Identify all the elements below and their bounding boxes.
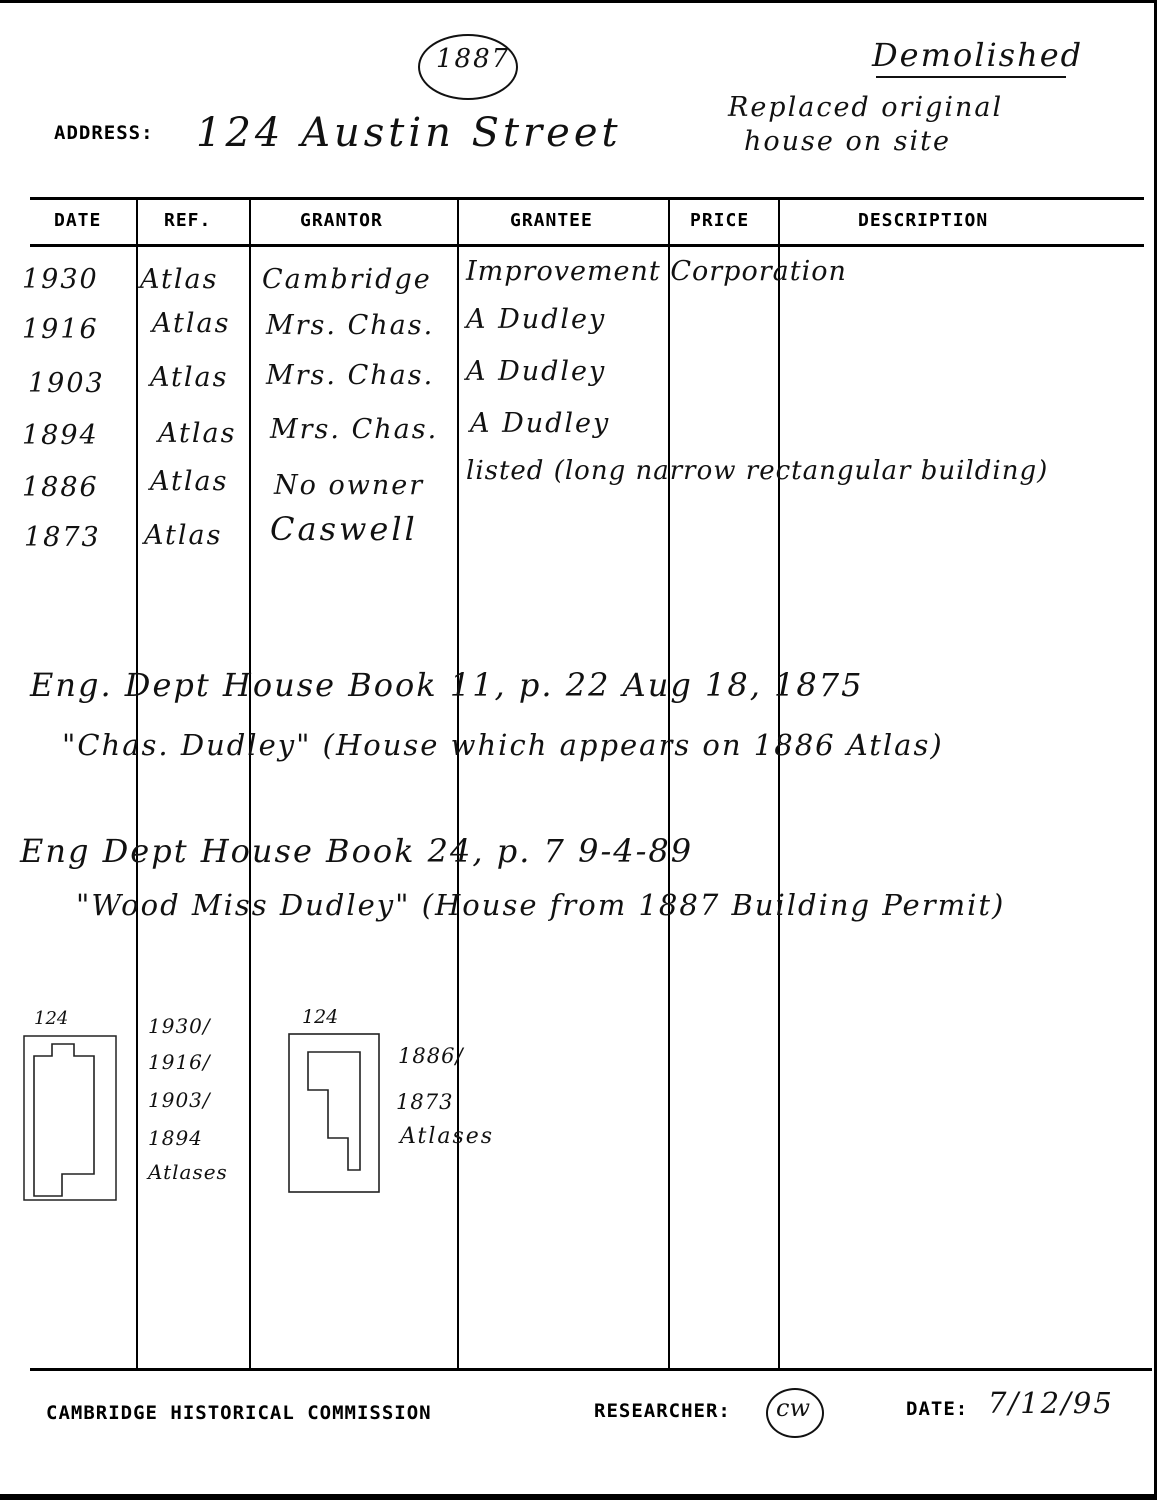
header-bottom-rule — [30, 244, 1144, 247]
sketch-left-number: 124 — [34, 1008, 69, 1029]
footer-date-value: 7/12/95 — [988, 1386, 1114, 1420]
replaced-note-line-2: house on site — [744, 126, 951, 157]
row-4-date: 1894 — [22, 420, 99, 451]
address-value: 124 Austin Street — [196, 110, 622, 156]
column-header-description: DESCRIPTION — [858, 210, 989, 231]
row-5-grantee: listed (long narrow rectangular building) — [466, 456, 1049, 486]
sketch-left-caption-2: 1916/ — [148, 1050, 211, 1074]
column-divider-4 — [668, 197, 670, 1371]
sketch-right-caption-3: Atlases — [400, 1124, 495, 1149]
status-underline — [876, 76, 1066, 78]
column-header-grantee: GRANTEE — [510, 210, 593, 231]
footer-date-label: DATE: — [906, 1398, 969, 1420]
row-3-date: 1903 — [28, 368, 105, 399]
row-6-date: 1873 — [24, 522, 101, 553]
note-2-line-1: Eng Dept House Book 24, p. 7 9-4-89 — [20, 832, 694, 870]
column-divider-5 — [778, 197, 780, 1371]
row-5-ref: Atlas — [150, 466, 229, 497]
row-4-grantee: A Dudley — [470, 408, 611, 439]
scan-border-top — [0, 0, 1157, 3]
sketch-left-caption-5: Atlases — [148, 1160, 228, 1184]
status-note: Demolished — [872, 36, 1084, 74]
sketch-left-caption-4: 1894 — [148, 1126, 203, 1150]
sketch-right-number: 124 — [302, 1006, 339, 1028]
column-divider-2 — [249, 197, 251, 1371]
row-2-grantee: A Dudley — [466, 304, 607, 335]
row-4-grantor: Mrs. Chas. — [270, 414, 439, 445]
sketch-left-caption-1: 1930/ — [148, 1014, 211, 1038]
sketch-right-footprint-icon — [286, 1030, 386, 1196]
note-1-line-1: Eng. Dept House Book 11, p. 22 Aug 18, 1875 — [30, 666, 864, 704]
row-5-date: 1886 — [22, 472, 99, 503]
sketch-right-caption-2: 1873 — [396, 1090, 454, 1114]
sketch-left-caption-3: 1903/ — [148, 1088, 211, 1112]
footer-commission: CAMBRIDGE HISTORICAL COMMISSION — [46, 1402, 432, 1424]
note-1-line-2: "Chas. Dudley" (House which appears on 1886 Atlas) — [62, 728, 944, 762]
row-2-date: 1916 — [22, 314, 99, 345]
row-3-grantor: Mrs. Chas. — [266, 360, 435, 391]
year-circled: 1887 — [436, 44, 511, 74]
address-label: ADDRESS: — [54, 122, 154, 144]
row-5-grantor: No owner — [274, 470, 425, 501]
row-2-grantor: Mrs. Chas. — [266, 310, 435, 341]
replaced-note-line-1: Replaced original — [728, 92, 1004, 123]
row-1-ref: Atlas — [140, 264, 219, 295]
table-bottom-rule — [30, 1368, 1152, 1371]
row-6-ref: Atlas — [144, 520, 223, 551]
column-header-price: PRICE — [690, 210, 750, 231]
row-1-date: 1930 — [22, 264, 99, 295]
footer-researcher-label: RESEARCHER: — [594, 1400, 731, 1422]
row-4-ref: Atlas — [158, 418, 237, 449]
column-header-date: DATE — [54, 210, 102, 231]
researcher-initials: cw — [776, 1394, 810, 1422]
row-3-grantee: A Dudley — [466, 356, 607, 387]
row-2-ref: Atlas — [152, 308, 231, 339]
note-2-line-2: "Wood Miss Dudley" (House from 1887 Building Permit) — [76, 888, 1006, 922]
row-1-grantor: Cambridge — [262, 264, 432, 295]
column-header-grantor: GRANTOR — [300, 210, 383, 231]
column-header-ref: REF. — [164, 210, 212, 231]
table-top-rule — [30, 197, 1144, 200]
column-divider-3 — [457, 197, 459, 1371]
sketch-left-footprint-icon — [22, 1030, 122, 1205]
scan-border-bottom — [0, 1494, 1157, 1500]
row-1-grantee: Improvement Corporation — [466, 256, 847, 287]
row-6-grantor: Caswell — [270, 510, 418, 548]
row-3-ref: Atlas — [150, 362, 229, 393]
sketch-right-caption-1: 1886/ — [398, 1044, 464, 1068]
column-divider-1 — [136, 197, 138, 1371]
